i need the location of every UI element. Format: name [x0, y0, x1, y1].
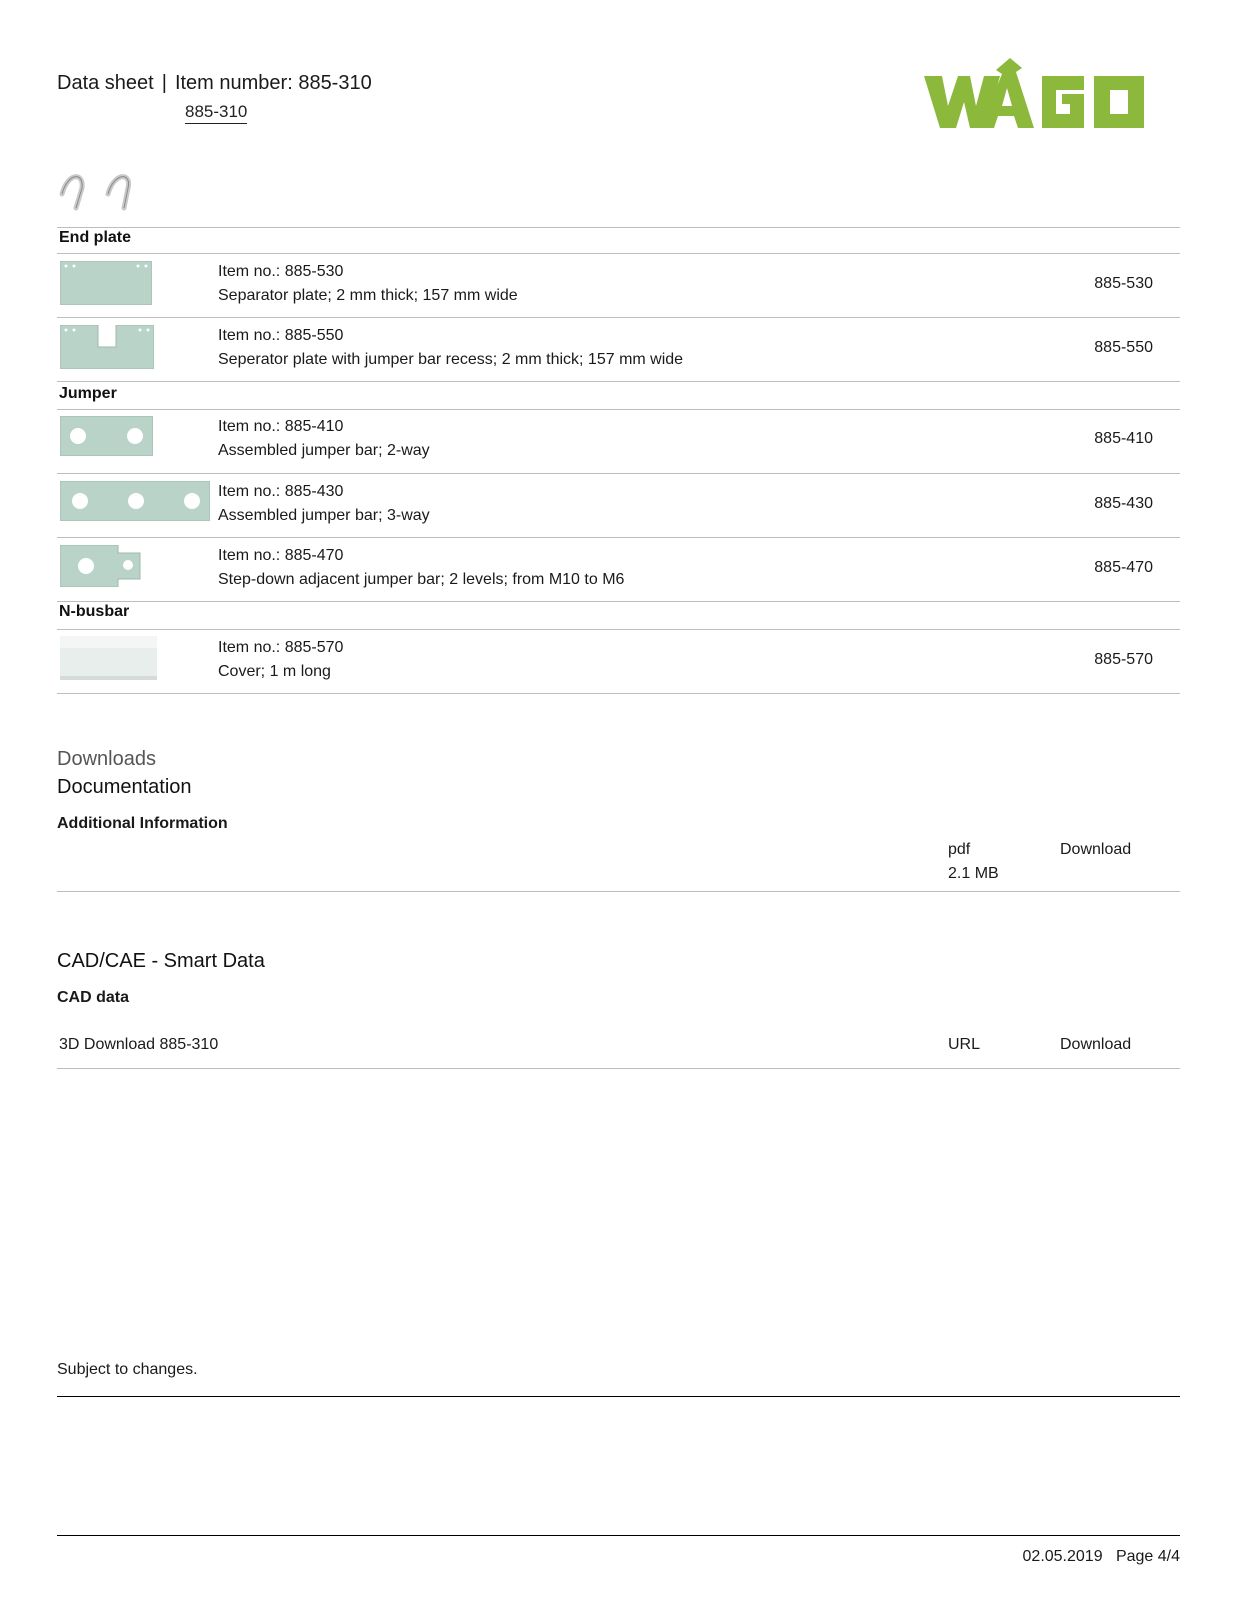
item-description: Step-down adjacent jumper bar; 2 levels; from M10 to M6 [218, 571, 625, 588]
item-number-link[interactable]: 885-310 [185, 102, 247, 124]
cad-file-name: 3D Download 885-310 [59, 1036, 219, 1053]
item-title: Item no.: 885-470 [218, 547, 344, 564]
item-description: Seperator plate with jumper bar recess; 2 mm thick; 157 mm wide [218, 351, 684, 368]
page-number: Page 4/4 [1115, 1548, 1180, 1565]
item-code[interactable]: 885-530 [1094, 275, 1153, 292]
item-description: Separator plate; 2 mm thick; 157 mm wide [218, 287, 518, 304]
documentation-download-link[interactable]: Download [1060, 841, 1132, 858]
divider [57, 227, 1180, 228]
busbar-cover-thumbnail [60, 636, 157, 680]
downloads-heading: Downloads [57, 748, 156, 770]
product-image [58, 168, 148, 216]
item-code[interactable]: 885-430 [1094, 495, 1153, 512]
divider [57, 891, 1180, 892]
page-title [57, 72, 372, 95]
item-title: Item no.: 885-550 [218, 327, 344, 344]
additional-information-label: Additional Information [57, 815, 228, 832]
separator-plate-thumbnail [60, 261, 152, 305]
title-separator: | [161, 72, 167, 94]
item-description: Assembled jumper bar; 3-way [218, 507, 430, 524]
footer-date-page [1023, 1548, 1180, 1566]
cad-cae-title: CAD/CAE - Smart Data [57, 950, 265, 972]
divider [57, 601, 1180, 602]
step-down-jumper-thumbnail [60, 545, 142, 587]
category-jumper: Jumper [59, 385, 117, 402]
title-left: Data sheet [57, 72, 154, 94]
item-code[interactable]: 885-570 [1094, 651, 1153, 668]
cad-file-format: URL [948, 1036, 981, 1053]
item-description: Cover; 1 m long [218, 663, 331, 680]
divider [57, 693, 1180, 694]
footer-divider [57, 1396, 1180, 1397]
file-format: pdf [948, 841, 971, 858]
item-title: Item no.: 885-430 [218, 483, 344, 500]
divider [57, 473, 1180, 474]
item-title: Item no.: 885-530 [218, 263, 344, 280]
subject-to-changes-note: Subject to changes. [57, 1361, 198, 1378]
wago-logo [924, 58, 1180, 144]
divider [57, 537, 1180, 538]
footer-divider [57, 1535, 1180, 1536]
item-code[interactable]: 885-470 [1094, 559, 1153, 576]
separator-plate-recess-thumbnail [60, 325, 154, 369]
category-n-busbar: N-busbar [59, 603, 130, 620]
file-size: 2.1 MB [948, 865, 999, 882]
item-description: Assembled jumper bar; 2-way [218, 442, 430, 459]
item-title: Item no.: 885-570 [218, 639, 344, 656]
cad-data-label: CAD data [57, 989, 130, 1006]
item-code[interactable]: 885-550 [1094, 339, 1153, 356]
item-code[interactable]: 885-410 [1094, 430, 1153, 447]
jumper-bar-3way-thumbnail [60, 481, 210, 521]
cad-download-link[interactable]: Download [1060, 1036, 1132, 1053]
divider [57, 1068, 1180, 1069]
print-date: 02.05.2019 [1022, 1548, 1103, 1565]
item-title: Item no.: 885-410 [218, 418, 344, 435]
documentation-title: Documentation [57, 776, 192, 798]
divider [57, 253, 1180, 254]
category-end-plate: End plate [59, 229, 132, 246]
title-right: Item number: 885-310 [174, 72, 372, 94]
divider [57, 409, 1180, 410]
divider [57, 317, 1180, 318]
divider [57, 629, 1180, 630]
jumper-bar-2way-thumbnail [60, 416, 153, 456]
divider [57, 381, 1180, 382]
